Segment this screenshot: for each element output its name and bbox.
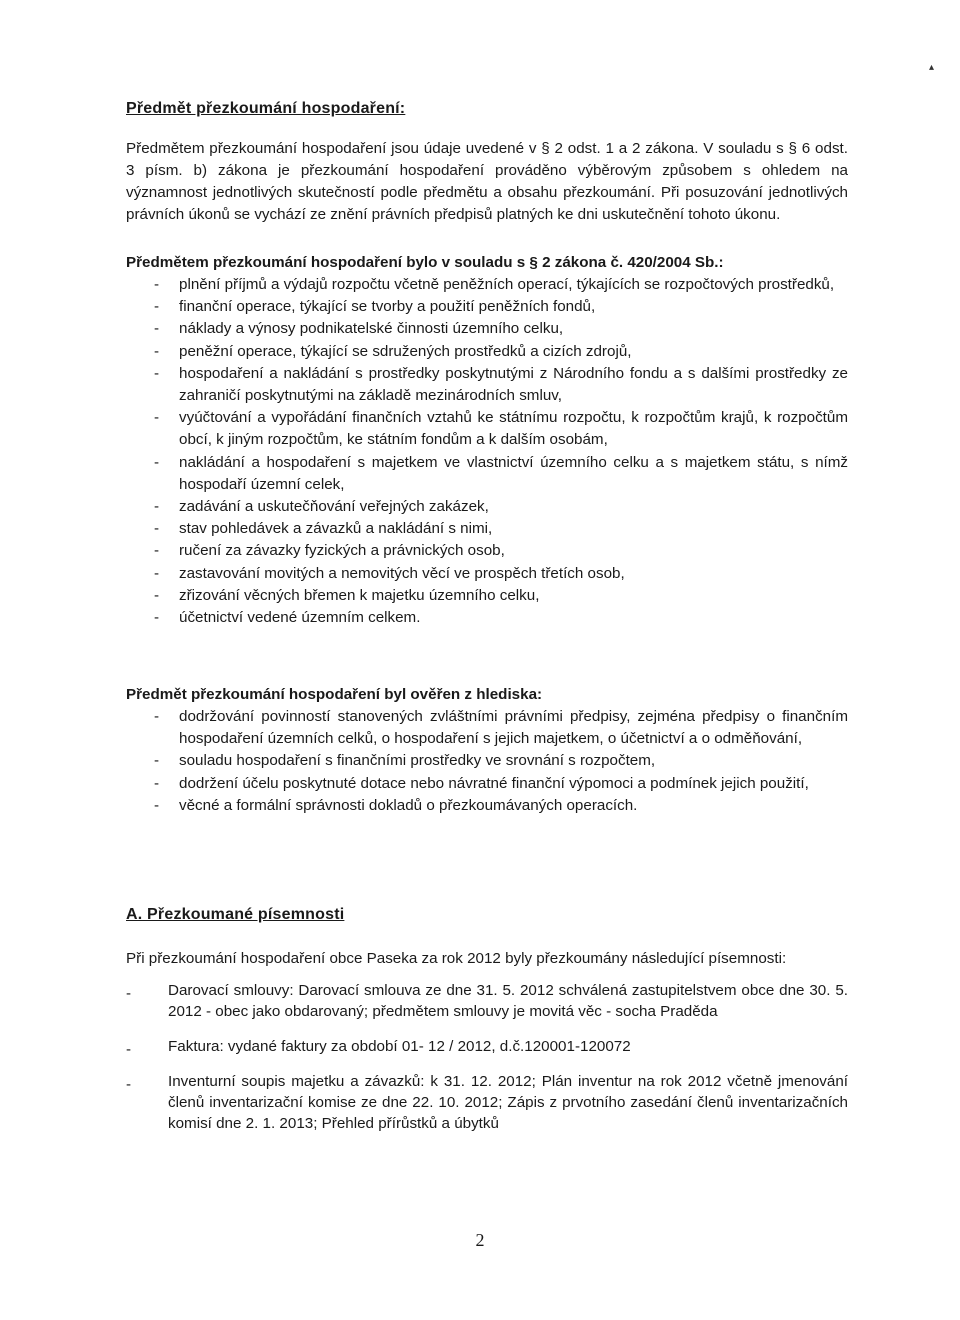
list-item: - Faktura: vydané faktury za období 01- 12 / 2012, d.č.120001-120072 [126, 1036, 848, 1057]
section-subject [126, 100, 848, 226]
list-item: - Inventurní soupis majetku a závazků: k 31. 12. 2012; Plán inventur na rok 2012 včetně jmenování členů inventarizační komise ze dne 22. 10. 2012; Zápis z prvotního zasedání členů inventarizačních komisí dne 2. 1. 2013; Přehled přírůstků a úbytků [126, 1071, 848, 1134]
list-item: - vyúčtování a vypořádání finančních vztahů ke státnímu rozpočtu, k rozpočtům krajů, k rozpočtům obcí, k jiným rozpočtům, ke státním fondům a k dalším osobám, [126, 407, 848, 451]
list-item: - souladu hospodaření s finančními prostředky ve srovnání s rozpočtem, [126, 750, 848, 772]
list-item: - stav pohledávek a závazků a nakládání s nimi, [126, 518, 848, 540]
section-documents-list [126, 980, 848, 1134]
section-verified-list [126, 706, 848, 817]
section-scope-heading: Předmětem přezkoumání hospodaření bylo v souladu s § 2 zákona č. 420/2004 Sb.: [126, 254, 724, 271]
list-item: - nakládání a hospodaření s majetkem ve vlastnictví územního celku a s majetkem státu, s nímž hospodaří územní celek, [126, 452, 848, 496]
list-item: - peněžní operace, týkající se sdružených prostředků a cizích zdrojů, [126, 341, 848, 363]
section-verified-heading: Předmět přezkoumání hospodaření byl ověřen z hlediska: [126, 686, 543, 703]
section-subject-heading: Předmět přezkoumání hospodaření: [126, 100, 406, 117]
list-item: - dodržování povinností stanovených zvláštními právními předpisy, zejména předpisy o finančním hospodaření územních celků, o hospodaření s jejich majetkem, o účetnictví a o odměňování, [126, 706, 848, 750]
list-item: - finanční operace, týkající se tvorby a použití peněžních fondů, [126, 296, 848, 318]
list-item: - účetnictví vedené územním celkem. [126, 607, 848, 629]
list-item: - zastavování movitých a nemovitých věcí ve prospěch třetích osob, [126, 563, 848, 585]
page-number: 2 [475, 1230, 485, 1250]
list-item: - zadávání a uskutečňování veřejných zakázek, [126, 496, 848, 518]
section-documents-heading: A. Přezkoumané písemnosti [126, 906, 345, 923]
section-scope-list [126, 274, 848, 629]
scan-mark: ▴ [928, 62, 934, 73]
list-item: - Darovací smlouvy: Darovací smlouva ze dne 31. 5. 2012 schválená zastupitelstvem obce dne 30. 5. 2012 - obec jako obdarovaný; předmětem smlouvy je movitá věc - socha Praděda [126, 980, 848, 1022]
section-scope [126, 254, 848, 629]
list-item: - náklady a výnosy podnikatelské činnosti územního celku, [126, 318, 848, 340]
list-item: - plnění příjmů a výdajů rozpočtu včetně peněžních operací, týkajících se rozpočtových prostředků, [126, 274, 848, 296]
section-verified [126, 686, 848, 817]
list-item: - věcné a formální správnosti dokladů o přezkoumávaných operacích. [126, 795, 848, 817]
section-subject-paragraph: Předmětem přezkoumání hospodaření jsou údaje uvedené v § 2 odst. 1 a 2 zákona. V souladu s § 6 odst. 3 písm. b) zákona je přezkoumání hospodaření prováděno výběrovým způsobem s ohledem na významnost jednotlivých skutečností podle předmětu a obsahu přezkoumání. Při posuzování jednotlivých právních úkonů se vychází ze znění právních předpisů platných ke dni uskutečnění tohoto úkonu. [126, 140, 848, 223]
list-item: - hospodaření a nakládání s prostředky poskytnutými z Národního fondu a s dalšími prostředky ze zahraničí poskytnutými na základě mezinárodních smluv, [126, 363, 848, 407]
list-item: - ručení za závazky fyzických a právnických osob, [126, 540, 848, 562]
list-item: - zřizování věcných břemen k majetku územního celku, [126, 585, 848, 607]
section-documents [126, 906, 848, 1148]
section-documents-intro: Při přezkoumání hospodaření obce Paseka za rok 2012 byly přezkoumány následující písemnosti: [126, 950, 787, 967]
list-item: - dodržení účelu poskytnuté dotace nebo návratné finanční výpomoci a podmínek jejich použití, [126, 773, 848, 795]
